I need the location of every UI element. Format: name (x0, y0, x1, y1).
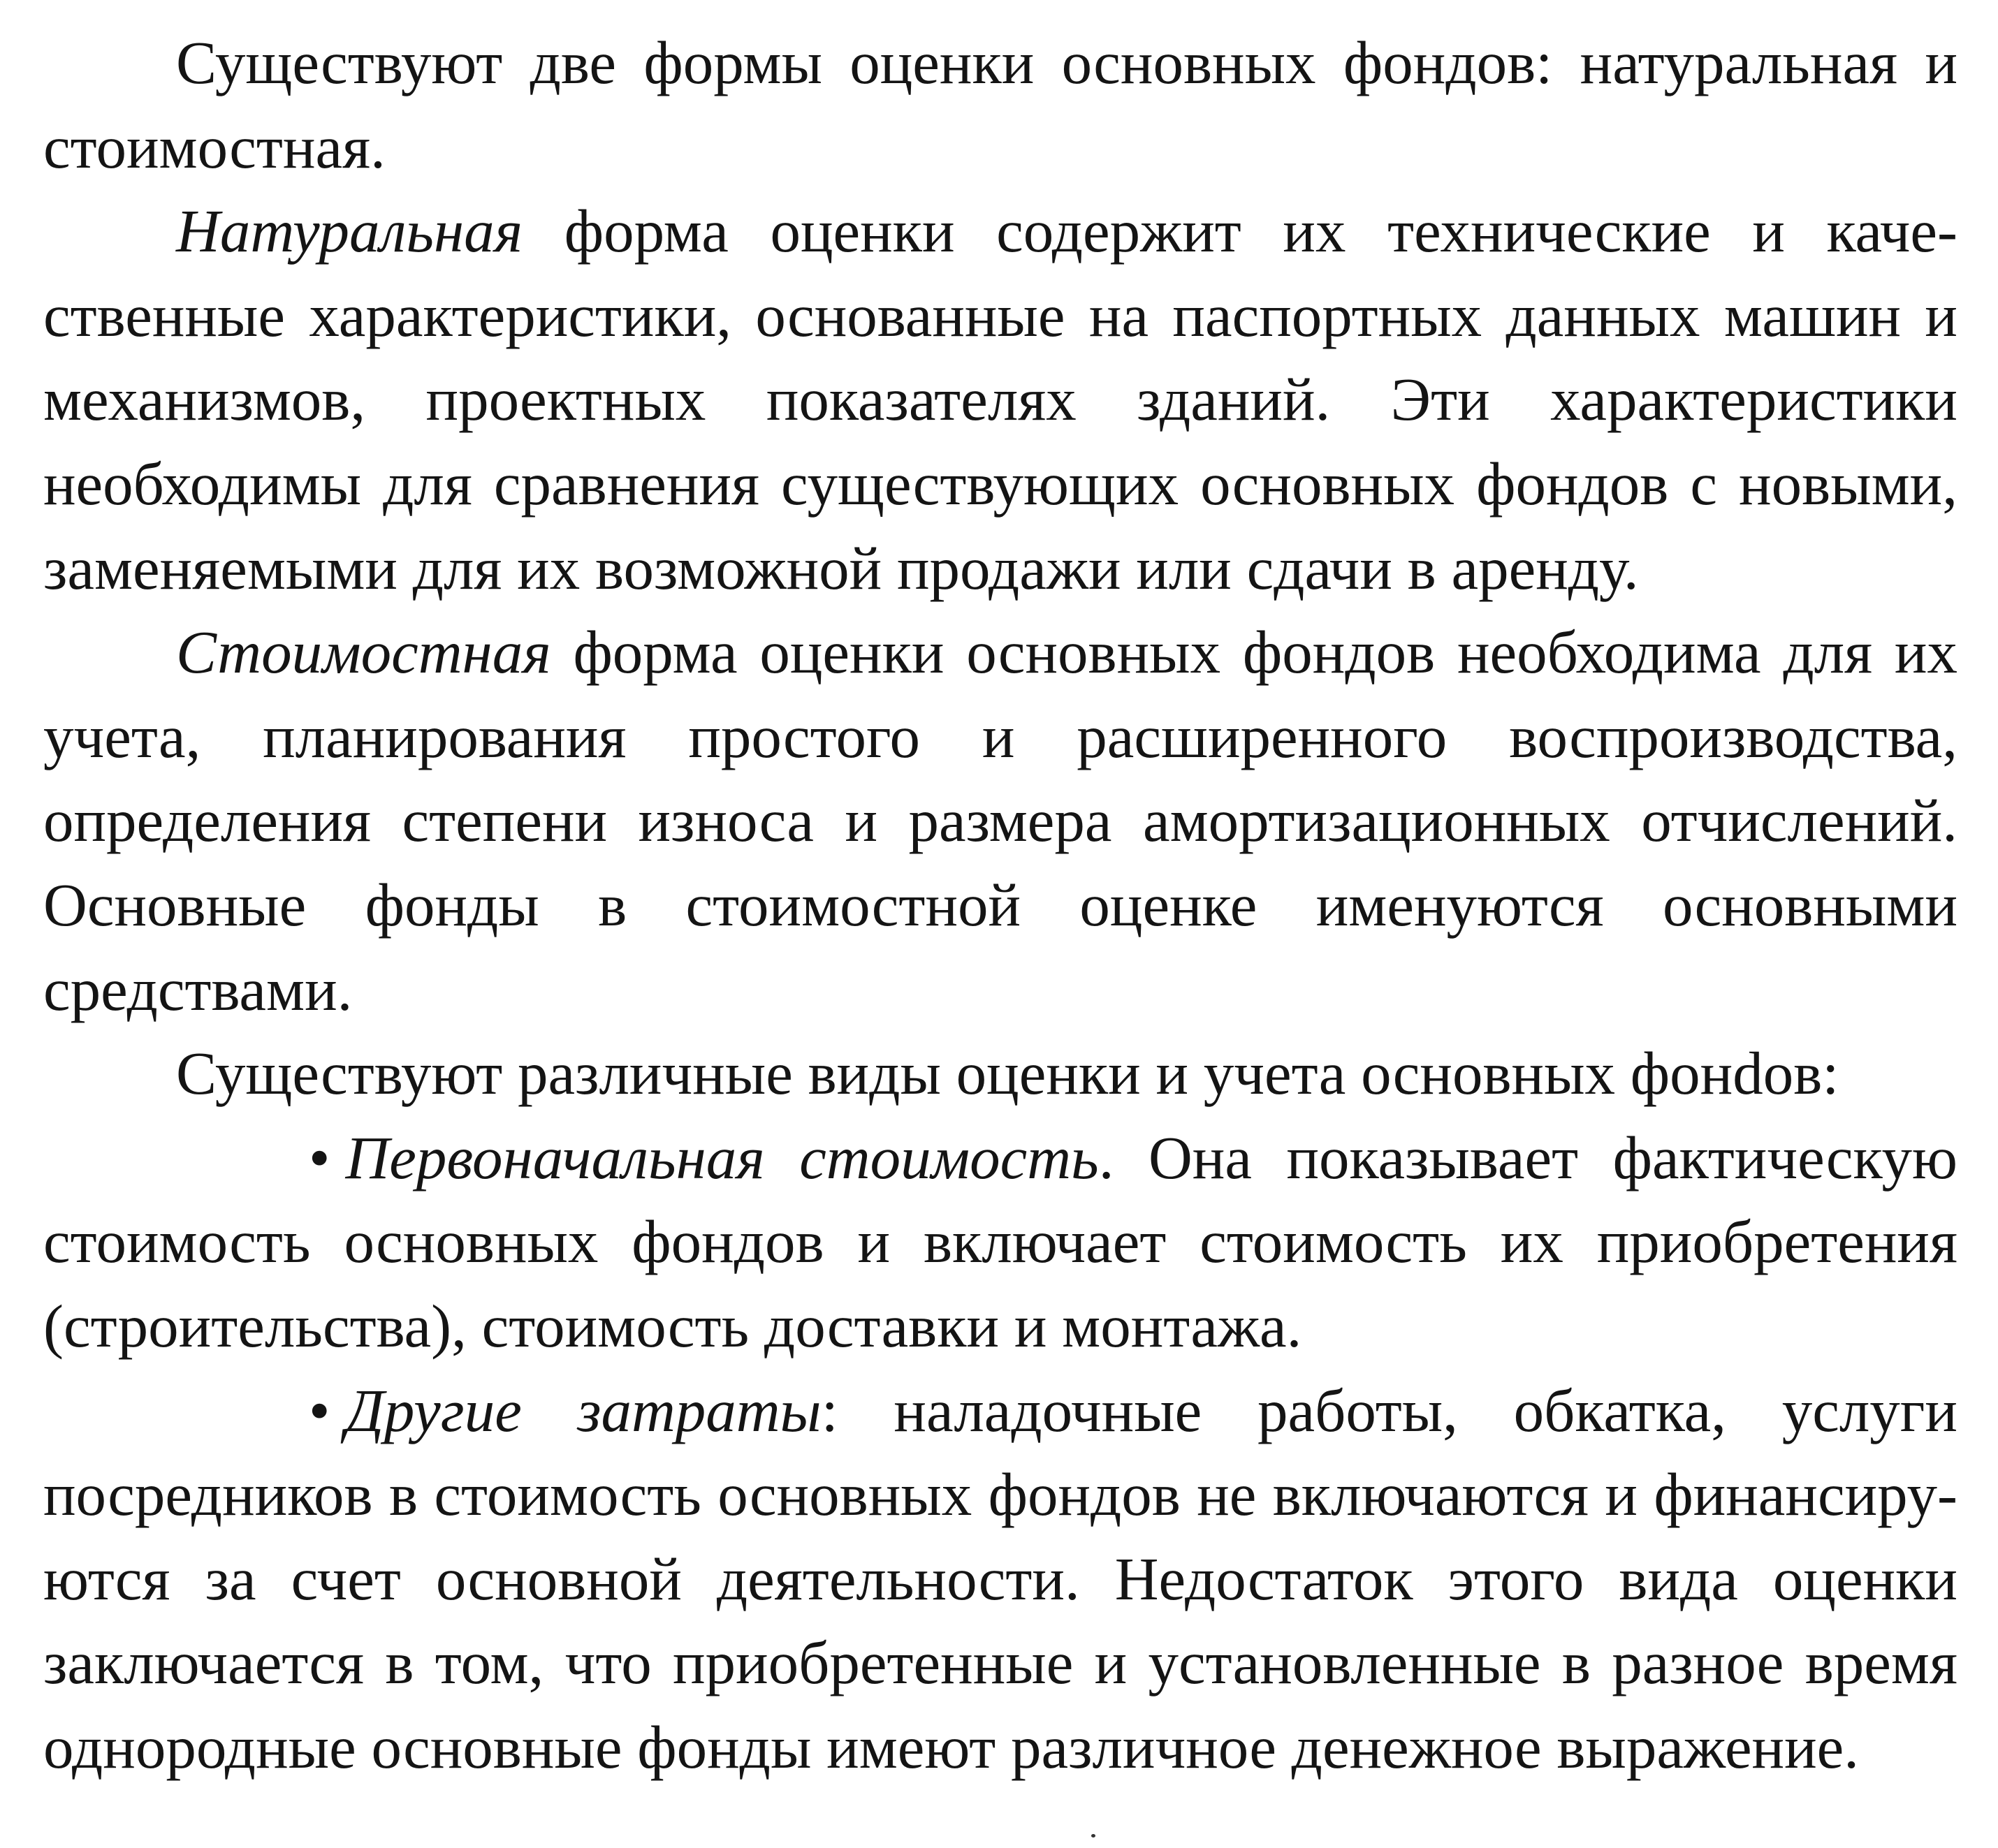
paragraph-text: : наладочные работы, обкатка, услуги посредников в стоимость основных фондов не включаются и финансируются за счет основной деятельности. Недостаток этого вида оценки заключается в том, что приобретенные и установленные в разное время однородные основные фонды имеют различное денежное выражение. (43, 1376, 1957, 1781)
bullet-initial-cost (43, 1116, 1957, 1369)
text-body (43, 21, 1957, 1789)
bullet-dot-icon: • (309, 1123, 330, 1191)
term-cost: Стоимостная (176, 618, 551, 687)
paragraph-text: Существуют две формы оценки основных фондов: натуральная и стоимостная. (43, 29, 1957, 181)
paragraph-text: форма оценки содержит их технические и качественные характеристики, основанные на паспортных данных машин и механизмов, проектных показателях зданий. Эти характеристики необходимы для сравнения существующих основных фондов с новыми, заменяемыми для их возможной продажи или сдачи в аренду. (43, 197, 1957, 602)
paragraph-natural-form (43, 189, 1957, 610)
term-natural: Натуральная (176, 197, 523, 265)
paragraph-forms-of-valuation (43, 21, 1957, 189)
paragraph-kinds-of-valuation (43, 1032, 1957, 1116)
bullet-dot-icon: • (309, 1376, 330, 1444)
scan-speck (1091, 1834, 1095, 1838)
paragraph-cost-form (43, 610, 1957, 1032)
paragraph-text: форма оценки основных фондов необходима для их учета, планирования простого и расширенного воспроизводства, определения степени износа и размера амортизационных отчислений. Основные фонды в стоимостной оценке именуются основными средствами. (43, 618, 1957, 1023)
bullet-other-costs (43, 1369, 1957, 1790)
term-initial-cost: Первоначальная стоимость (345, 1123, 1099, 1191)
term-other-costs: Другие затраты (345, 1376, 822, 1444)
paragraph-text: . Она показывает фактическую стоимость основных фондов и включает стоимость их приобретения (строительства), стоимость доставки и монтажа. (43, 1123, 1957, 1360)
paragraph-text: Существуют различные виды оценки и учета основных фонdов: (176, 1039, 1839, 1108)
